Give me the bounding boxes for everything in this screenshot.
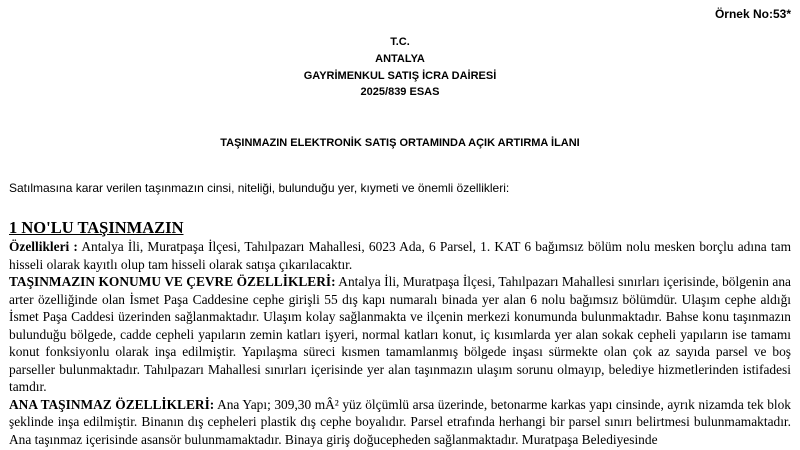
announcement-title: TAŞINMAZIN ELEKTRONİK SATIŞ ORTAMINDA AÇIK ARTIRMA İLANI [220, 137, 580, 149]
property-details [9, 238, 791, 448]
main-property-label: ANA TAŞINMAZ ÖZELLİKLERİ: [9, 396, 215, 412]
property-heading: 1 NO'LU TAŞINMAZIN [9, 218, 184, 237]
intro-text: Satılmasına karar verilen taşınmazın cinsi, niteliği, bulunduğu yer, kıymeti ve önemli özellikleri: [9, 181, 510, 195]
location-label: TAŞINMAZIN KONUMU VE ÇEVRE ÖZELLİKLERİ: [9, 274, 336, 289]
header-line-country: T.C. [390, 36, 410, 48]
sample-number: Örnek No:53* [714, 7, 791, 21]
location-text: Antalya İli, Muratpaşa İlçesi, Tahılpazarı Mahallesi sınırları içerisinde, bölgenin ana arter özelliğinde olan İsmet Paşa Caddesine cephe girişli 55 dış kapı numaralı binada yer alan 6 nolu bağımsız bölümdür. Ulaşım cephe aldığı İsmet Paşa Caddesi üzerinden sağlanmaktadır. Ulaşım kolay sağlanmakta ve ilçenin merkezi konumunda bulunmaktadır. Bahse konu taşınmazın bulunduğu bölgede, cadde cepheli yapıların zemin katları işyeri, normal katları konut, iç kısımlarda yer alan sokak cepheli yapıların ise tamamı konut fonksiyonlu olarak inşa edilmiştir. Yapılaşma süreci kısmen tamamlanmış bölgede inşası sürmekte olan çok az sayıda parsel ve boş parseller bulunmaktadır. Tahılpazarı Mahallesi sınırları içerisinde yer alan taşınmazın ulaşım sorunu olmayıp, belediye hizmetlerinden istifadesi tamdır. [9, 274, 791, 394]
main-property-text: Ana Yapı; 309,30 mÂ² yüz ölçümlü arsa üzerinde, betonarme karkas yapı cinsinde, ayrık nizamda tek blok şeklinde inşa edilmiştir. Binanın dış cepheleri plastik dış cephe boyalıdır. Parsel etrafında herhangi bir parsel sınırı belirtmesi bulunmamaktadır. Ana taşınmaz içerisinde asansör bulunmamaktadır. Binaya giriş doğucepheden sağlanmaktadır. Muratpaşa Belediyesinde [9, 396, 792, 447]
header-line-city: ANTALYA [375, 52, 425, 65]
property-features-text: Antalya İli, Muratpaşa İlçesi, Tahılpazarı Mahallesi, 6023 Ada, 6 Parsel, 1. KAT 6 bağımsız bölüm nolu mesken borçlu adına tam hisseli olarak kayıtlı olup tam hisseli olarak satışa çıkarılacaktır. [9, 239, 791, 272]
property-features-paragraph [9, 238, 791, 273]
location-paragraph [9, 273, 791, 396]
document-header [0, 34, 800, 101]
main-property-paragraph [9, 396, 791, 449]
header-line-office: GAYRİMENKUL SATIŞ İCRA DAİRESİ [303, 69, 497, 82]
property-features-label: Özellikleri : [9, 239, 78, 254]
header-line-case-number: 2025/839 ESAS [360, 86, 440, 99]
